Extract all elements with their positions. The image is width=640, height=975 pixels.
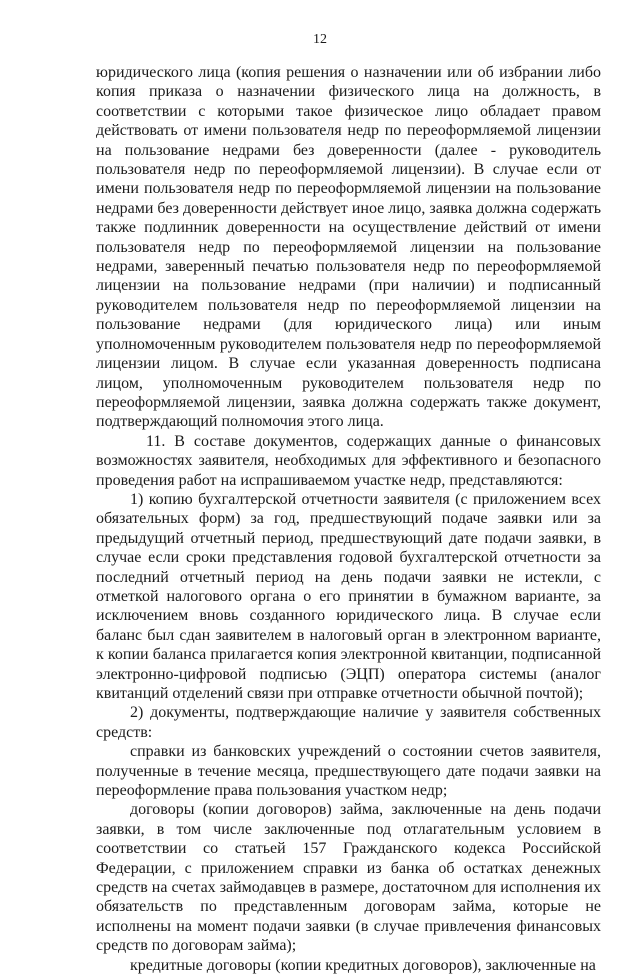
paragraph-credit-agreements: кредитные договоры (копии кредитных договоров), заключенные на <box>130 956 596 974</box>
paragraph-loan-agreements: договоры (копии договоров) займа, заключенные на день подачи заявки, в том числе заключенные под отлагательным условием в соответствии со статьей 157 Гражданского кодекса Российской Федерации, с приложением справки из банка об остатках денежных средств на счетах займодавцев в размере, достаточном для исполнения их обязательств по представленным договорам займа, которые не исполнены на момент подачи заявки (в случае привлечения финансовых средств по договорам займа); <box>96 801 601 955</box>
paragraph-item-11: 11. В составе документов, содержащих данные о финансовых возможностях заявителя, необходимых для эффективного и безопасного проведения работ на испрашиваемом участке недр, представляются: <box>96 432 601 489</box>
paragraph-subitem-1: 1) копию бухгалтерской отчетности заявителя (с приложением всех обязательных форм) за год, предшествующий подаче заявки или за предыдущий отчетный период, предшествующий дате подачи заявки, в случае если сроки представления годовой бухгалтерской отчетности за последний отчетный период на день подачи заявки не истекли, с отметкой налогового органа о его принятии в бумажном варианте, за исключением вновь созданного юридического лица. В случае если баланс был сдан заявителем в налоговый орган в электронном варианте, к копии баланса прилагается копия электронной квитанции, подписанной электронно-цифровой подписью (ЭЦП) оператора системы (аналог квитанций отделений связи при отправке отчетности обычной почтой); <box>96 490 601 702</box>
paragraph-bank-statements: справки из банковских учреждений о состоянии счетов заявителя, полученные в течение месяца, предшествующего дате подачи заявки на переоформление права пользования участком недр; <box>96 743 601 800</box>
page-number: 12 <box>313 32 327 47</box>
document-body <box>96 63 601 975</box>
paragraph-subitem-2: 2) документы, подтверждающие наличие у заявителя собственных средств: <box>96 704 601 741</box>
paragraph-continuation: юридического лица (копия решения о назначении или об избрании либо копия приказа о назначении физического лица на должность, в соответствии с которыми такое физическое лицо обладает правом действовать от имени пользователя недр по переоформляемой лицензии на пользование недрами без доверенности (далее - руководитель пользователя недр по переоформляемой лицензии). В случае если от имени пользователя недр по переоформляемой лицензии на пользование недрами без доверенности действует иное лицо, заявка должна содержать также подлинник доверенности на осуществление действий от имени пользователя недр по переоформляемой лицензии на пользование недрами, заверенный печатью пользователя недр по переоформляемой лицензии на пользование недрами (при наличии) и подписанный руководителем пользователя недр по переоформляемой лицензии на пользование недрами (для юридического лица) или иным уполномоченным руководителем пользователя недр по переоформляемой лицензии лицом. В случае если указанная доверенность подписана лицом, уполномоченным руководителем пользователя недр по переоформляемой лицензии, заявка должна содержать также документ, подтверждающий полномочия этого лица. <box>96 64 601 431</box>
